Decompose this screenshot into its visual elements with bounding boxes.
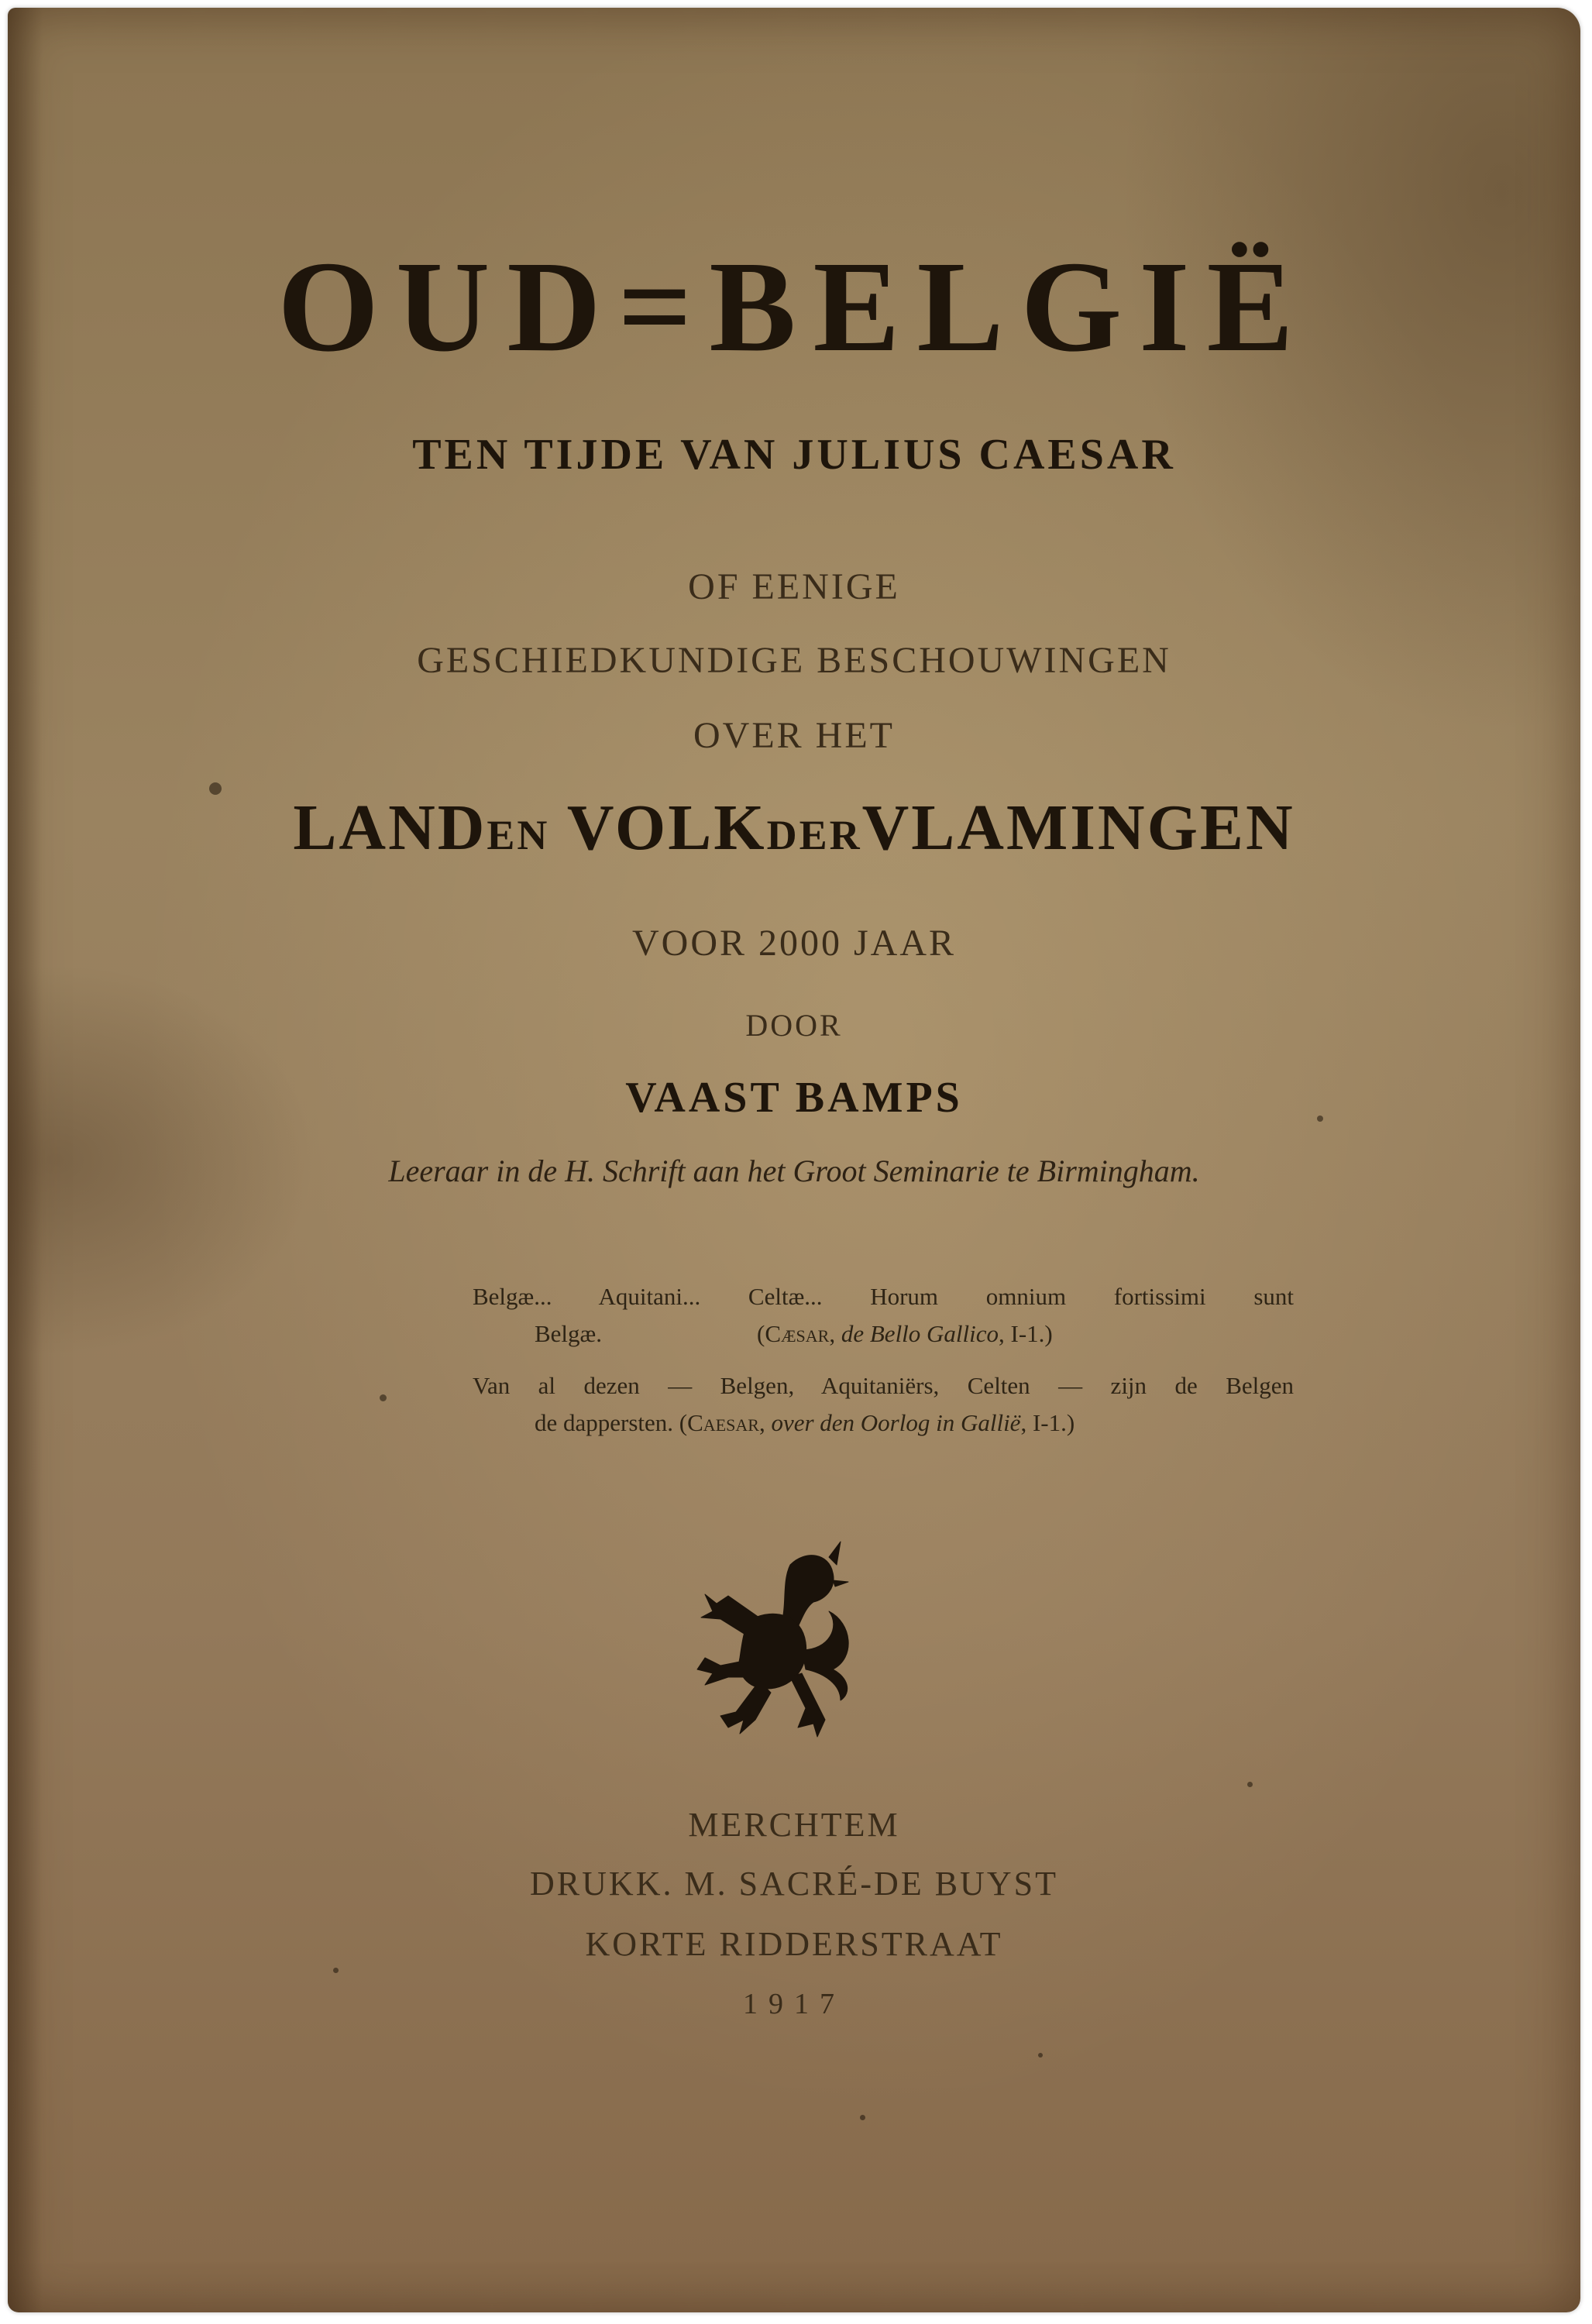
cover-title: OUD=BELGIË bbox=[277, 235, 1311, 379]
dutch-quote bbox=[473, 1367, 1294, 1442]
subtitle-line-1: OF EENIGE bbox=[688, 566, 900, 607]
latin-cite-ref: , I-1.) bbox=[999, 1320, 1053, 1347]
latin-cite-work: de Bello Gallico bbox=[841, 1320, 999, 1347]
latin-quote-line-2 bbox=[473, 1315, 1294, 1353]
subtitle-line-2: GESCHIEDKUNDIGE BESCHOUWINGEN bbox=[417, 640, 1171, 681]
imprint-year: 1917 bbox=[743, 1988, 845, 2020]
foxing-spot bbox=[209, 782, 222, 795]
imprint-street: KORTE RIDDERSTRAAT bbox=[585, 1925, 1003, 1963]
foxing-spot bbox=[380, 1394, 387, 1401]
foxing-spot bbox=[860, 2115, 865, 2120]
book-cover bbox=[8, 8, 1580, 2312]
latin-cite-open: ( bbox=[756, 1320, 765, 1347]
en-word: EN bbox=[487, 812, 550, 858]
foxing-spot bbox=[1317, 1116, 1323, 1122]
author-name: VAAST BAMPS bbox=[625, 1074, 963, 1122]
volk-word: VOLK bbox=[566, 792, 767, 864]
dutch-cite-author: Caesar bbox=[687, 1409, 759, 1436]
dutch-cite-work: over den Oorlog in Gallië bbox=[771, 1409, 1021, 1436]
latin-quote-line-1: Belgæ... Aquitani... Celtæ... Horum omnium fortissimi sunt bbox=[473, 1283, 1294, 1310]
imprint-printer: DRUKK. M. SACRÉ-DE BUYST bbox=[530, 1865, 1058, 1903]
dutch-quote-line-1: Van al dezen — Belgen, Aquitaniërs, Celten — zijn de Belgen bbox=[473, 1372, 1294, 1399]
latin-quote-end: Belgæ. bbox=[535, 1320, 602, 1347]
dutch-cite-sep: , bbox=[758, 1409, 772, 1436]
latin-cite-author: Cæsar bbox=[765, 1320, 830, 1347]
latin-quote bbox=[473, 1278, 1294, 1353]
cover-subtitle: TEN TIJDE VAN JULIUS CAESAR bbox=[412, 431, 1176, 479]
land-volk-heading bbox=[8, 790, 1580, 865]
flemish-lion-icon bbox=[674, 1534, 875, 1743]
dutch-cite-ref: , I-1.) bbox=[1020, 1409, 1075, 1436]
foxing-spot bbox=[333, 1968, 339, 1973]
vlamingen-word: VLAMINGEN bbox=[861, 792, 1295, 864]
der-word: DER bbox=[766, 812, 862, 858]
foxing-spot bbox=[1247, 1782, 1253, 1787]
door-label: DOOR bbox=[745, 1008, 843, 1043]
latin-cite-sep: , bbox=[829, 1320, 841, 1347]
imprint-place: MERCHTEM bbox=[688, 1806, 900, 1844]
land-word: LAND bbox=[293, 792, 487, 864]
voor-jaar-line: VOOR 2000 JAAR bbox=[631, 923, 957, 964]
author-role: Leeraar in de H. Schrift aan het Groot Seminarie te Birmingham. bbox=[388, 1153, 1200, 1188]
dutch-quote-line-2 bbox=[473, 1404, 1294, 1442]
dutch-quote-end: de dappersten. ( bbox=[535, 1409, 688, 1436]
subtitle-line-3: OVER HET bbox=[693, 715, 895, 756]
foxing-spot bbox=[1038, 2053, 1043, 2058]
